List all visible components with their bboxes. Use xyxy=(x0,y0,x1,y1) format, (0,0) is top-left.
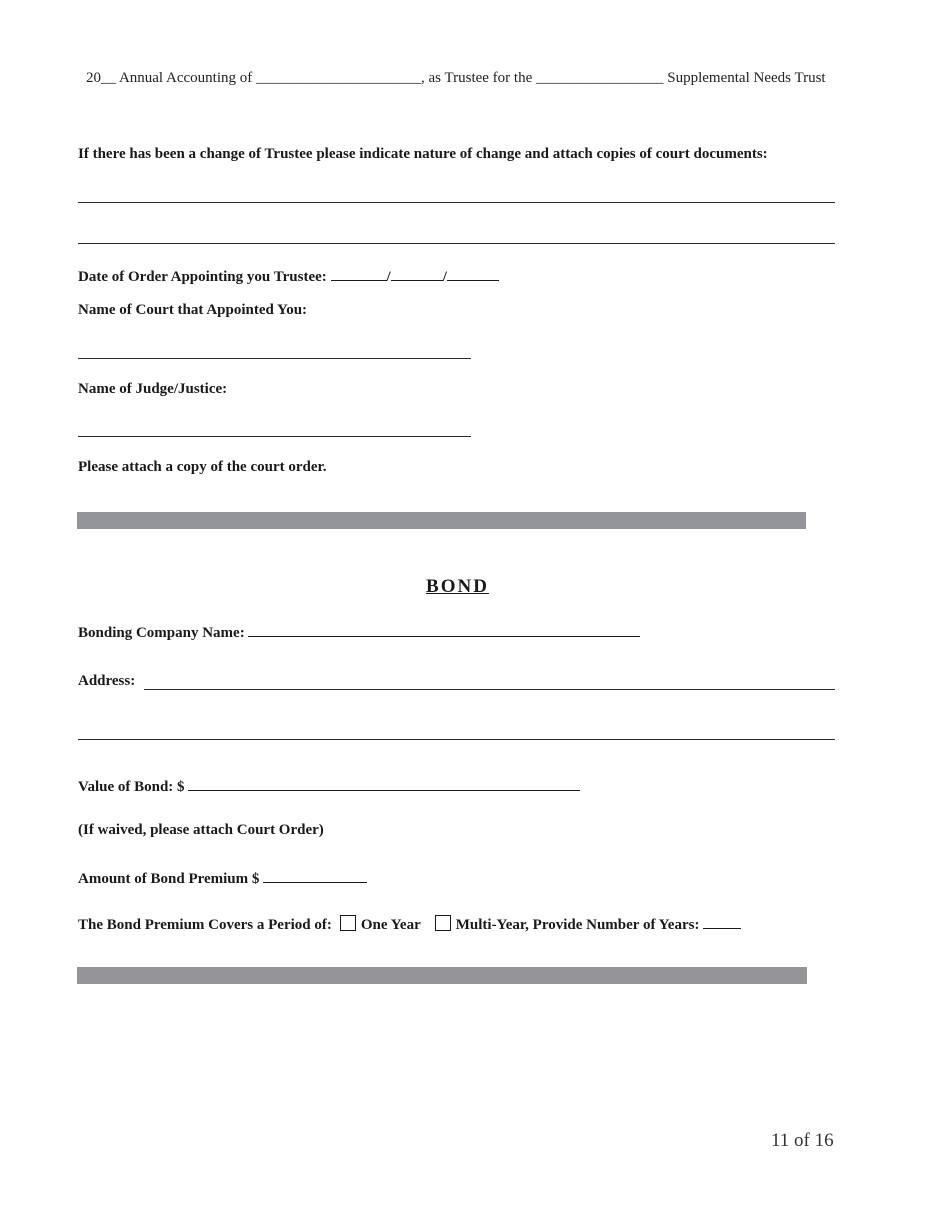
bonding-company-field[interactable] xyxy=(248,622,640,637)
bond-value-label: Value of Bond: $ xyxy=(78,779,185,795)
bond-waived-note: (If waived, please attach Court Order) xyxy=(78,822,324,838)
one-year-checkbox[interactable] xyxy=(340,915,356,931)
order-date-sep-1: / xyxy=(386,269,391,285)
header-blank-trust: _________________ xyxy=(536,70,664,86)
attach-court-order-note: Please attach a copy of the court order. xyxy=(78,459,327,475)
header-as-trustee: , as Trustee for the xyxy=(421,70,533,86)
bond-title: BOND xyxy=(426,576,489,597)
one-year-label: One Year xyxy=(360,917,421,933)
header-trust-type: Supplemental Needs Trust xyxy=(667,70,826,86)
header-annual-accounting: Annual Accounting of xyxy=(118,70,253,86)
multi-year-label: Multi-Year, Provide Number of Years: xyxy=(455,917,700,933)
order-date-day-field[interactable] xyxy=(391,266,443,281)
address-line-1[interactable] xyxy=(144,689,835,690)
bond-value-field[interactable] xyxy=(188,776,580,791)
trustee-change-line-1[interactable] xyxy=(78,202,835,203)
header-blank-name: ______________________ xyxy=(256,70,421,86)
order-date-sep-2: / xyxy=(442,269,447,285)
judge-label: Name of Judge/Justice: xyxy=(78,381,228,397)
bond-premium-label: Amount of Bond Premium $ xyxy=(78,871,260,887)
bond-premium-field[interactable] xyxy=(263,868,367,883)
judge-name-field[interactable] xyxy=(78,436,471,437)
header-year: 20__ xyxy=(86,70,116,86)
page-number: 11 of 16 xyxy=(771,1130,834,1151)
bond-value-row xyxy=(78,776,580,796)
premium-period-row xyxy=(78,914,741,934)
number-of-years-field[interactable] xyxy=(703,914,741,929)
bonding-company-label: Bonding Company Name: xyxy=(78,625,245,641)
court-name-field[interactable] xyxy=(78,358,471,359)
bond-premium-row xyxy=(78,868,367,888)
bond-title-wrap xyxy=(0,576,915,598)
order-date-year-field[interactable] xyxy=(447,266,499,281)
multi-year-checkbox[interactable] xyxy=(435,915,451,931)
order-date-month-field[interactable] xyxy=(331,266,387,281)
trustee-change-instruction: If there has been a change of Trustee please indicate nature of change and attach copies of court documents: xyxy=(78,146,768,162)
address-line-2[interactable] xyxy=(78,739,835,740)
order-date-label: Date of Order Appointing you Trustee: xyxy=(78,269,327,285)
address-label: Address: xyxy=(78,673,136,689)
bonding-company-row xyxy=(78,622,640,642)
trustee-change-line-2[interactable] xyxy=(78,243,835,244)
page-header xyxy=(86,70,826,87)
premium-period-label: The Bond Premium Covers a Period of: xyxy=(78,917,332,933)
order-date-row xyxy=(78,266,499,286)
section-divider-bar xyxy=(77,512,806,529)
court-label: Name of Court that Appointed You: xyxy=(78,302,308,318)
section-divider-bar-bottom xyxy=(77,967,807,984)
